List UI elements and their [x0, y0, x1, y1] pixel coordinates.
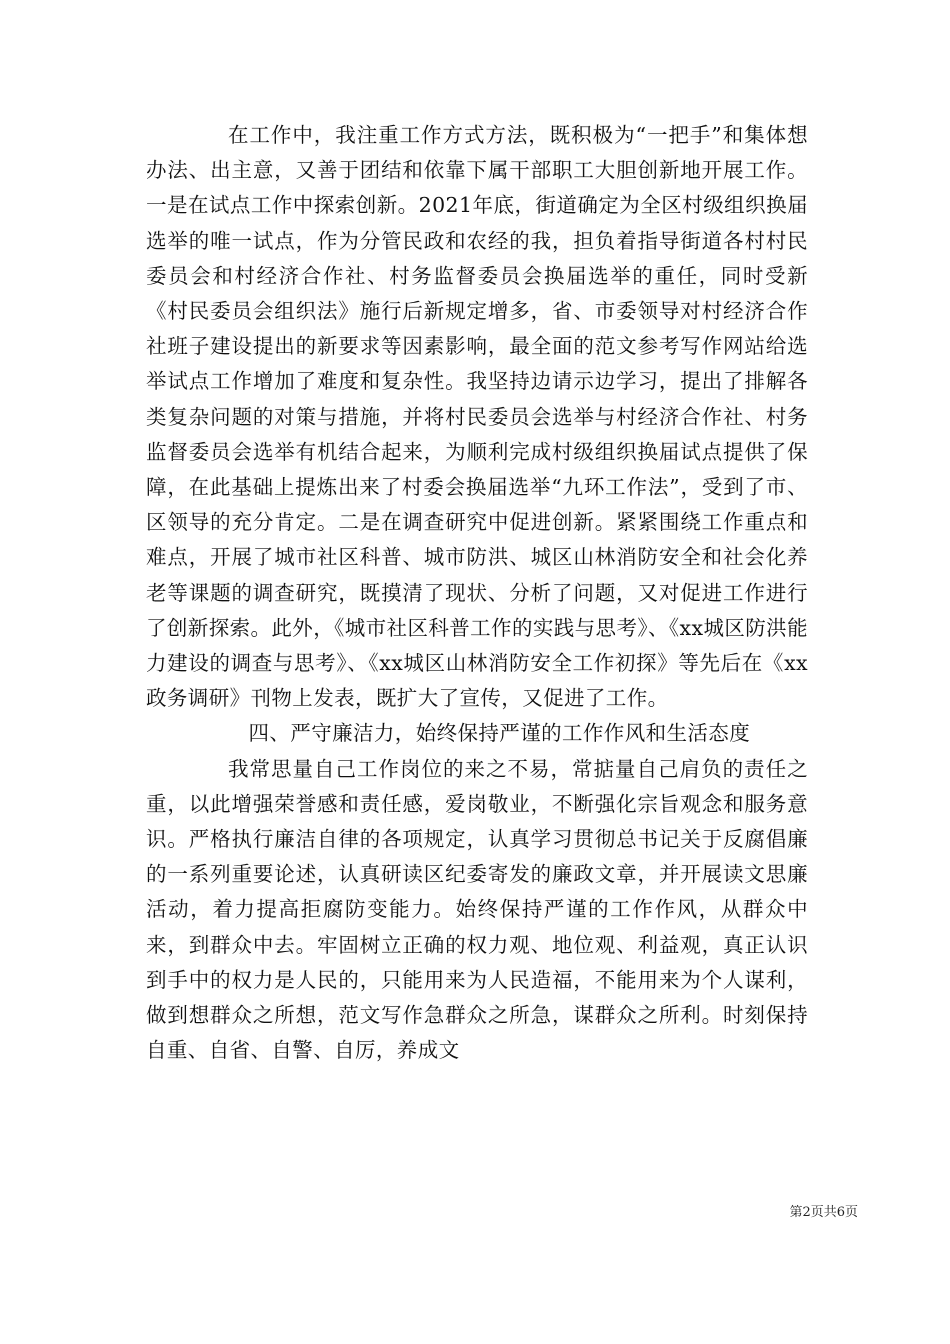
- document-body: [146, 118, 808, 1068]
- body-paragraph: 我常思量自己工作岗位的来之不易，常掂量自己肩负的责任之重，以此增强荣誉感和责任感，爱岗敬业，不断强化宗旨观念和服务意识。严格执行廉洁自律的各项规定，认真学习贯彻总书记关于反腐倡廉的一系列重要论述，认真研读区纪委寄发的廉政文章，并开展读文思廉活动，着力提高拒腐防变能力。始终保持严谨的工作作风，从群众中来，到群众中去。牢固树立正确的权力观、地位观、利益观，真正认识到手中的权力是人民的，只能用来为人民造福，不能用来为个人谋利，做到想群众之所想，范文写作急群众之所急，谋群众之所利。时刻保持自重、自省、自警、自厉，养成文: [146, 756, 808, 1063]
- section-heading: 四、严守廉洁力，始终保持严谨的工作作风和生活态度: [248, 721, 751, 746]
- page-number-footer: 第2页共6页: [789, 1205, 858, 1220]
- body-paragraph: 在工作中，我注重工作方式方法，既积极为“一把手”和集体想办法、出主意，又善于团结和依靠下属干部职工大胆创新地开展工作。一是在试点工作中探索创新。2021年底，街道确定为全区村级组织换届选举的唯一试点，作为分管民政和农经的我，担负着指导街道各村村民委员会和村经济合作社、村务监督委员会换届选举的重任，同时受新《村民委员会组织法》施行后新规定增多，省、市委领导对村经济合作社班子建设提出的新要求等因素影响，最全面的范文参考写作网站给选举试点工作增加了难度和复杂性。我坚持边请示边学习，提出了排解各类复杂问题的对策与措施，并将村民委员会选举与村经济合作社、村务监督委员会选举有机结合起来，为顺利完成村级组织换届试点提供了保障，在此基础上提炼出来了村委会换届选举“九环工作法”，受到了市、区领导的充分肯定。二是在调查研究中促进创新。紧紧围绕工作重点和难点，开展了城市社区科普、城市防洪、城区山林消防安全和社会化养老等课题的调查研究，既摸清了现状、分析了问题，又对促进工作进行了创新探索。此外，《城市社区科普工作的实践与思考》、《xx城区防洪能力建设的调查与思考》、《xx城区山林消防安全工作初探》等先后在《xx政务调研》刊物上发表，既扩大了宣传，又促进了工作。: [146, 123, 808, 711]
